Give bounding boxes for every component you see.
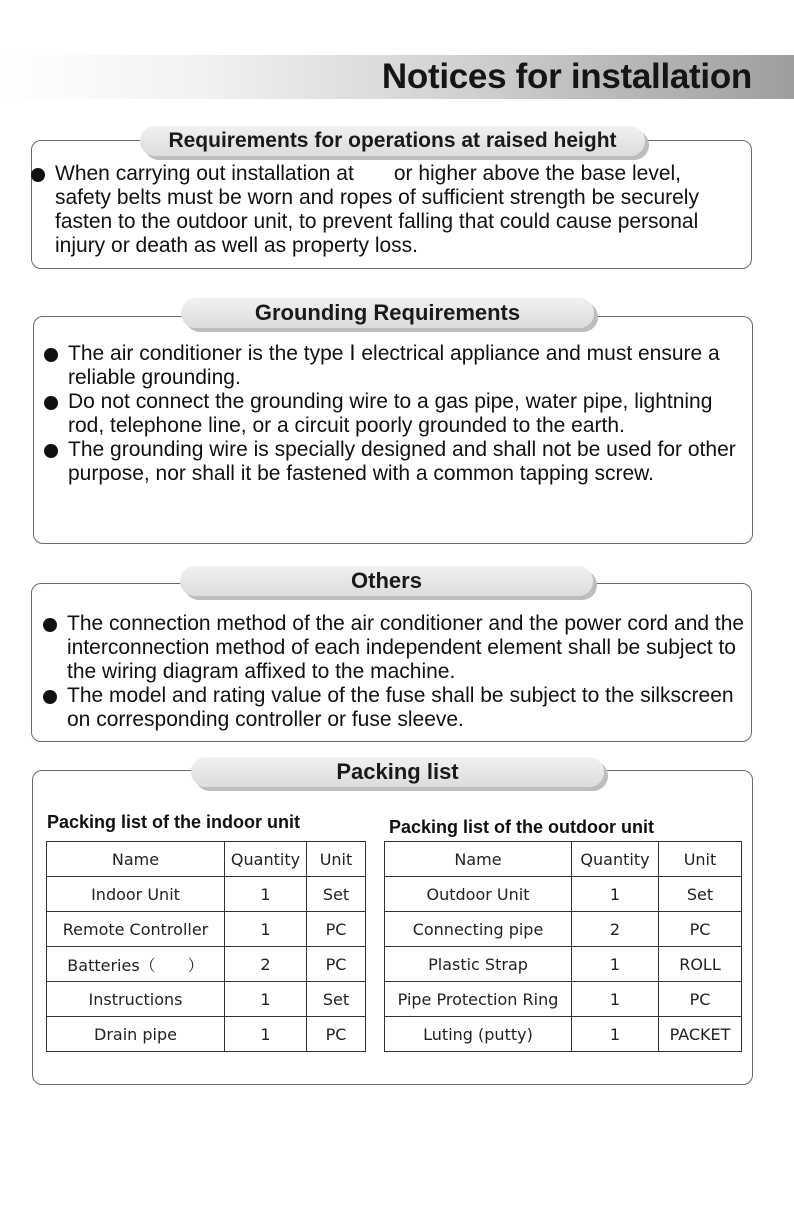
page-title: Notices for installation [381,57,752,96]
column-header: Quantity [572,842,659,877]
bullet-dot [43,618,57,632]
item-unit: Set [307,982,366,1017]
table-row [385,982,742,1017]
column-header: Name [47,842,225,877]
bullet-text: The air conditioner is the type Ⅰ electrical appliance and must ensure a reliable grounding. [68,342,720,389]
table-row [47,877,366,912]
item-quantity: 2 [225,947,307,982]
bullet-item [43,612,753,684]
item-quantity: 1 [225,912,307,947]
item-quantity: 1 [572,982,659,1017]
item-quantity: 1 [572,877,659,912]
item-name: Connecting pipe [385,912,572,947]
item-unit: Set [659,877,742,912]
indoor-packing-table [46,841,366,1052]
table-row [47,982,366,1017]
item-unit: PC [659,982,742,1017]
item-quantity: 1 [572,947,659,982]
item-quantity: 2 [572,912,659,947]
item-name: Remote Controller [47,912,225,947]
item-unit: ROLL [659,947,742,982]
bullet-text: The connection method of the air conditioner and the power cord and the interconnection method of each independent element shall be subject to the wiring diagram affixed to the machine. [67,612,745,683]
item-name: Plastic Strap [385,947,572,982]
table-row [385,1017,742,1052]
item-name: Indoor Unit [47,877,225,912]
table-row [385,947,742,982]
item-quantity: 1 [225,877,307,912]
column-header: Unit [659,842,742,877]
bullet-text-part2: or higher above the base level, safety belts must be worn and ropes of sufficient strength be securely fasten to the outdoor unit, to prevent falling that could cause personal injury or death as well as property loss. [55,162,699,257]
bullet-item [44,438,744,486]
column-header: Unit [307,842,366,877]
item-name: Luting (putty) [385,1017,572,1052]
item-name: Batteries（ ） [47,947,225,982]
item-unit: PC [307,947,366,982]
bullet-text: The model and rating value of the fuse shall be subject to the silkscreen on corresponding controller or fuse sleeve. [67,684,734,731]
item-quantity: 1 [225,1017,307,1052]
item-unit: PC [307,1017,366,1052]
item-unit: PC [307,912,366,947]
item-name: Pipe Protection Ring [385,982,572,1017]
bullet-dot [31,168,45,182]
table-row [385,877,742,912]
item-quantity: 1 [572,1017,659,1052]
item-name: Outdoor Unit [385,877,572,912]
packing-heading: Packing list [191,757,604,787]
bullet-dot [43,690,57,704]
bullet-dot [44,348,58,362]
bullet-item [44,390,744,438]
table-row [47,1017,366,1052]
raised-height-heading: Requirements for operations at raised height [140,126,645,156]
bullet-text-part1: When carrying out installation at [55,162,354,185]
bullet-text: Do not connect the grounding wire to a gas pipe, water pipe, lightning rod, telephone line, or a circuit poorly grounded to the earth. [68,390,713,437]
table-header-row [385,842,742,877]
item-unit: PACKET [659,1017,742,1052]
column-header: Quantity [225,842,307,877]
item-name: Drain pipe [47,1017,225,1052]
bullet-item [43,684,753,732]
item-unit: PC [659,912,742,947]
item-quantity: 1 [225,982,307,1017]
table-row [47,947,366,982]
grounding-heading: Grounding Requirements [181,298,594,328]
bullet-item [44,342,744,390]
item-unit: Set [307,877,366,912]
outdoor-packing-title: Packing list of the outdoor unit [389,817,654,837]
bullet-dot [44,444,58,458]
bullet-dot [44,396,58,410]
table-row [47,912,366,947]
grounding-bullets [44,342,744,486]
indoor-packing-title: Packing list of the indoor unit [47,812,301,832]
column-header: Name [385,842,572,877]
bullet-item [31,162,741,258]
others-bullets [43,612,753,732]
item-name: Instructions [47,982,225,1017]
raised-height-bullets [31,162,741,258]
table-header-row [47,842,366,877]
others-heading: Others [180,566,593,596]
bullet-text: The grounding wire is specially designed and shall not be used for other purpose, nor shall it be fastened with a common tapping screw. [68,438,736,485]
table-row [385,912,742,947]
outdoor-packing-table [384,841,742,1052]
